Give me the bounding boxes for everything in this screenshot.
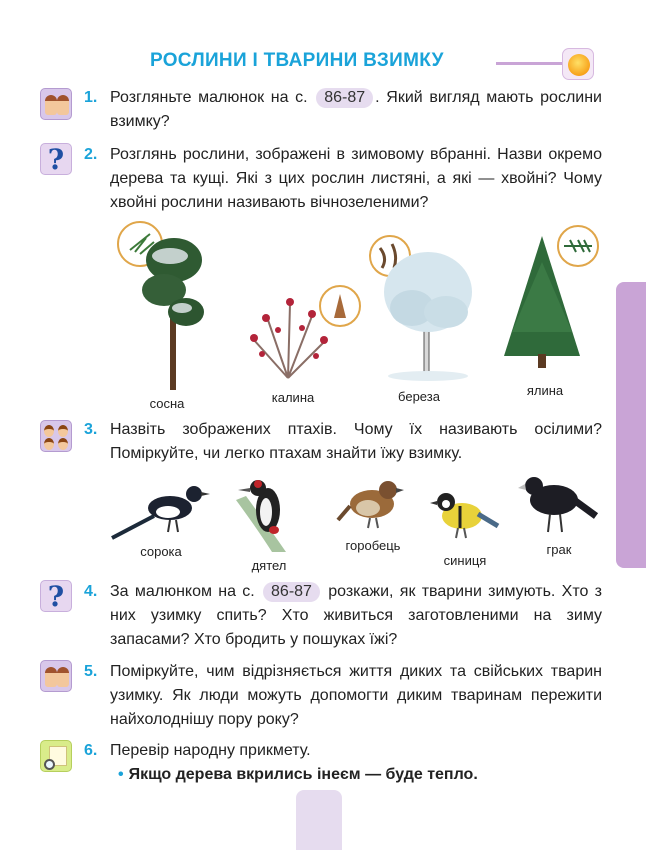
pupils-icon [40,660,72,692]
bullet-icon: • [118,766,124,783]
sparrow-image [336,470,408,532]
question-icon: ? [40,580,72,612]
task-number: 6. [84,742,98,759]
task-text: Поміркуйте, чим відрізняється життя диких та свійських тварин узимку. Як люди можуть допомогти диким тваринам пережити найхолоднішу пору року? [110,663,602,728]
group-icon [40,420,72,452]
page-number-tab [296,790,342,850]
check-note-icon [40,740,72,772]
bird-label: синиця [443,553,487,568]
task-text-part: . Який вигляд мають рослини взимку? [110,89,602,130]
task-text-part: розкажи, як тварини зимують. Хто з них узимку спить? Хто живиться заготовленими на зиму запасами? Хто бродить у пошуках їжі? [110,583,602,648]
plant-label: береза [398,389,440,404]
question-icon: ? [40,143,72,175]
task-text [110,580,602,652]
rook-image [518,470,598,536]
task-number: 2. [84,146,98,163]
magpie-image [108,476,212,542]
task-number: 4. [84,583,98,600]
plant-label: ялина [526,383,564,398]
bird-label: сорока [140,544,182,559]
title-divider [496,62,562,65]
proverb [118,766,478,784]
proverb-text: Якщо дерева вкрились інеєм — буде тепло. [128,766,478,783]
plant-label: калина [271,390,315,405]
sun-badge [562,48,594,80]
task-text-part: За малюнком на с. [110,583,255,600]
task-number: 1. [84,89,98,106]
sun-icon [568,54,590,76]
task-text: Назвіть зображених птахів. Чому їх називають осілими? Поміркуйте, чи легко птахам знайти їжу взимку. [110,421,602,462]
bird-label: грак [546,542,572,557]
task-text: Перевір народну прикмету. [110,742,311,759]
tit-image [430,486,500,542]
task-text-part: Розгляньте малюнок на с. [110,89,308,106]
page-ref-pill: 86-87 [316,88,373,108]
plant-label: сосна [149,396,185,411]
spruce-image [492,222,602,372]
pupils-icon [40,88,72,120]
header [0,48,646,78]
task-number: 5. [84,663,98,680]
birch-image [368,232,476,382]
viburnum-image [238,280,362,380]
task-number: 3. [84,421,98,438]
bird-label: горобець [345,538,401,553]
task-text: Розглянь рослини, зображені в зимовому вбранні. Назви окремо дерева та кущі. Які з цих рослин листяні, а які — хвойні? Чому хвойні рослини називають вічнозеленими? [110,146,602,211]
page-ref-pill: 86-87 [263,582,320,602]
task-text [110,86,602,134]
pine-image [110,220,206,396]
bird-label: дятел [251,558,287,573]
side-tab [616,282,646,568]
woodpecker-image [228,470,308,554]
page-title: РОСЛИНИ І ТВАРИНИ ВЗИМКУ [150,50,444,71]
